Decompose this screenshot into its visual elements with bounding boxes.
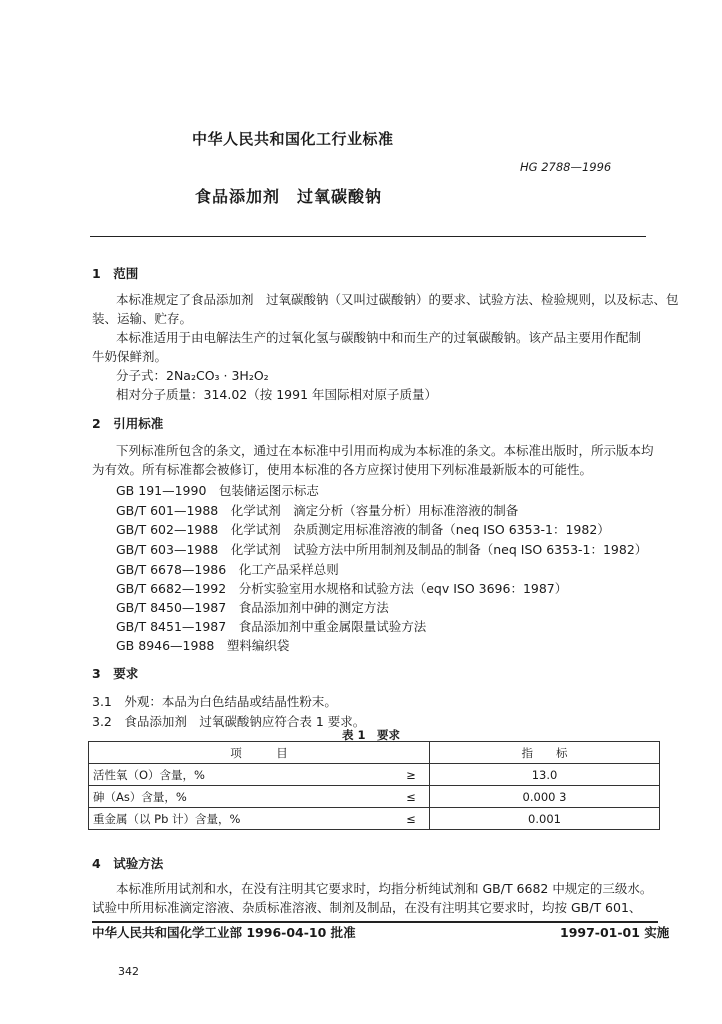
header-index: 指 标 <box>430 742 660 764</box>
reference-item: GB/T 601—1988 化学试剂 滴定分析（容量分析）用标准溶液的制备 <box>116 503 519 518</box>
requirement-3-2: 3.2 食品添加剂 过氧碳酸钠应符合表 1 要求。 <box>92 714 366 729</box>
section3-heading: 3 要求 <box>92 666 139 681</box>
reference-item: GB/T 602—1988 化学试剂 杂质测定用标准溶液的制备（neq ISO 6353-1：1982） <box>116 522 610 537</box>
section2-paragraph-line1: 下列标准所包含的条文，通过在本标准中引用而构成为本标准的条文。本标准出版时，所示版本均 <box>116 443 654 458</box>
section2-heading: 2 引用标准 <box>92 416 164 431</box>
section1-paragraph1-line2: 装、运输、贮存。 <box>92 311 193 326</box>
footer-divider <box>92 921 658 923</box>
reference-item: GB/T 6682—1992 分析实验室用水规格和试验方法（eqv ISO 3696：1987） <box>116 581 568 596</box>
row-name: 重金属（以 Pb 计）含量，% <box>89 808 394 830</box>
row-value: 13.0 <box>430 764 660 786</box>
row-comparator: ≤ <box>393 786 430 808</box>
effective-date: 1997-01-01 实施 <box>560 925 670 940</box>
requirements-table <box>88 741 660 830</box>
row-value: 0.000 3 <box>430 786 660 808</box>
reference-item: GB/T 603—1988 化学试剂 试验方法中所用制剂及制品的制备（neq ISO 6353-1：1982） <box>116 542 648 557</box>
page-number: 342 <box>118 965 139 978</box>
row-comparator: ≥ <box>393 764 430 786</box>
header-item: 项 目 <box>89 742 430 764</box>
reference-item: GB 8946—1988 塑料编织袋 <box>116 638 290 653</box>
section1-paragraph1-line1: 本标准规定了食品添加剂 过氧碳酸钠（又叫过碳酸钠）的要求、试验方法、检验规则，以及标志、包 <box>116 292 679 307</box>
section2-paragraph-line2: 为有效。所有标准都会被修订，使用本标准的各方应探讨使用下列标准最新版本的可能性。 <box>92 462 593 477</box>
section1-paragraph2-line2: 牛奶保鲜剂。 <box>92 349 168 364</box>
row-name: 砷（As）含量，% <box>89 786 394 808</box>
section1-heading: 1 范围 <box>92 266 139 281</box>
section4-heading: 4 试验方法 <box>92 856 164 871</box>
standard-code: HG 2788—1996 <box>520 160 612 174</box>
table-row <box>89 808 660 830</box>
requirement-3-1: 3.1 外观：本品为白色结晶或结晶性粉末。 <box>92 694 337 709</box>
section1-paragraph2-line1: 本标准适用于由电解法生产的过氧化氢与碳酸钠中和而生产的过氧碳酸钠。该产品主要用作配制 <box>116 330 642 345</box>
reference-item: GB 191—1990 包装储运图示标志 <box>116 483 319 498</box>
table-header-row <box>89 742 660 764</box>
doc-title: 食品添加剂 过氧碳酸钠 <box>195 187 383 206</box>
table-row <box>89 786 660 808</box>
approval-line: 中华人民共和国化学工业部 1996-04-10 批准 <box>92 925 356 940</box>
molecular-mass: 相对分子质量：314.02（按 1991 年国际相对原子质量） <box>116 387 437 402</box>
row-name: 活性氧（O）含量，% <box>89 764 394 786</box>
org-title: 中华人民共和国化工行业标准 <box>192 130 394 148</box>
section4-paragraph-line1: 本标准所用试剂和水，在没有注明其它要求时，均指分析纯试剂和 GB/T 6682 中规定的三级水。 <box>116 881 653 896</box>
header-divider <box>90 236 646 237</box>
section4-paragraph-line2: 试验中所用标准滴定溶液、杂质标准溶液、制剂及制品，在没有注明其它要求时，均按 GB/T 601、 <box>92 900 642 915</box>
reference-item: GB/T 8450—1987 食品添加剂中砷的测定方法 <box>116 600 389 615</box>
row-value: 0.001 <box>430 808 660 830</box>
table-caption: 表 1 要求 <box>342 728 401 742</box>
row-comparator: ≤ <box>393 808 430 830</box>
molecular-formula: 分子式：2Na₂CO₃ · 3H₂O₂ <box>116 368 269 383</box>
reference-item: GB/T 6678—1986 化工产品采样总则 <box>116 562 339 577</box>
table-row <box>89 764 660 786</box>
reference-item: GB/T 8451—1987 食品添加剂中重金属限量试验方法 <box>116 619 427 634</box>
